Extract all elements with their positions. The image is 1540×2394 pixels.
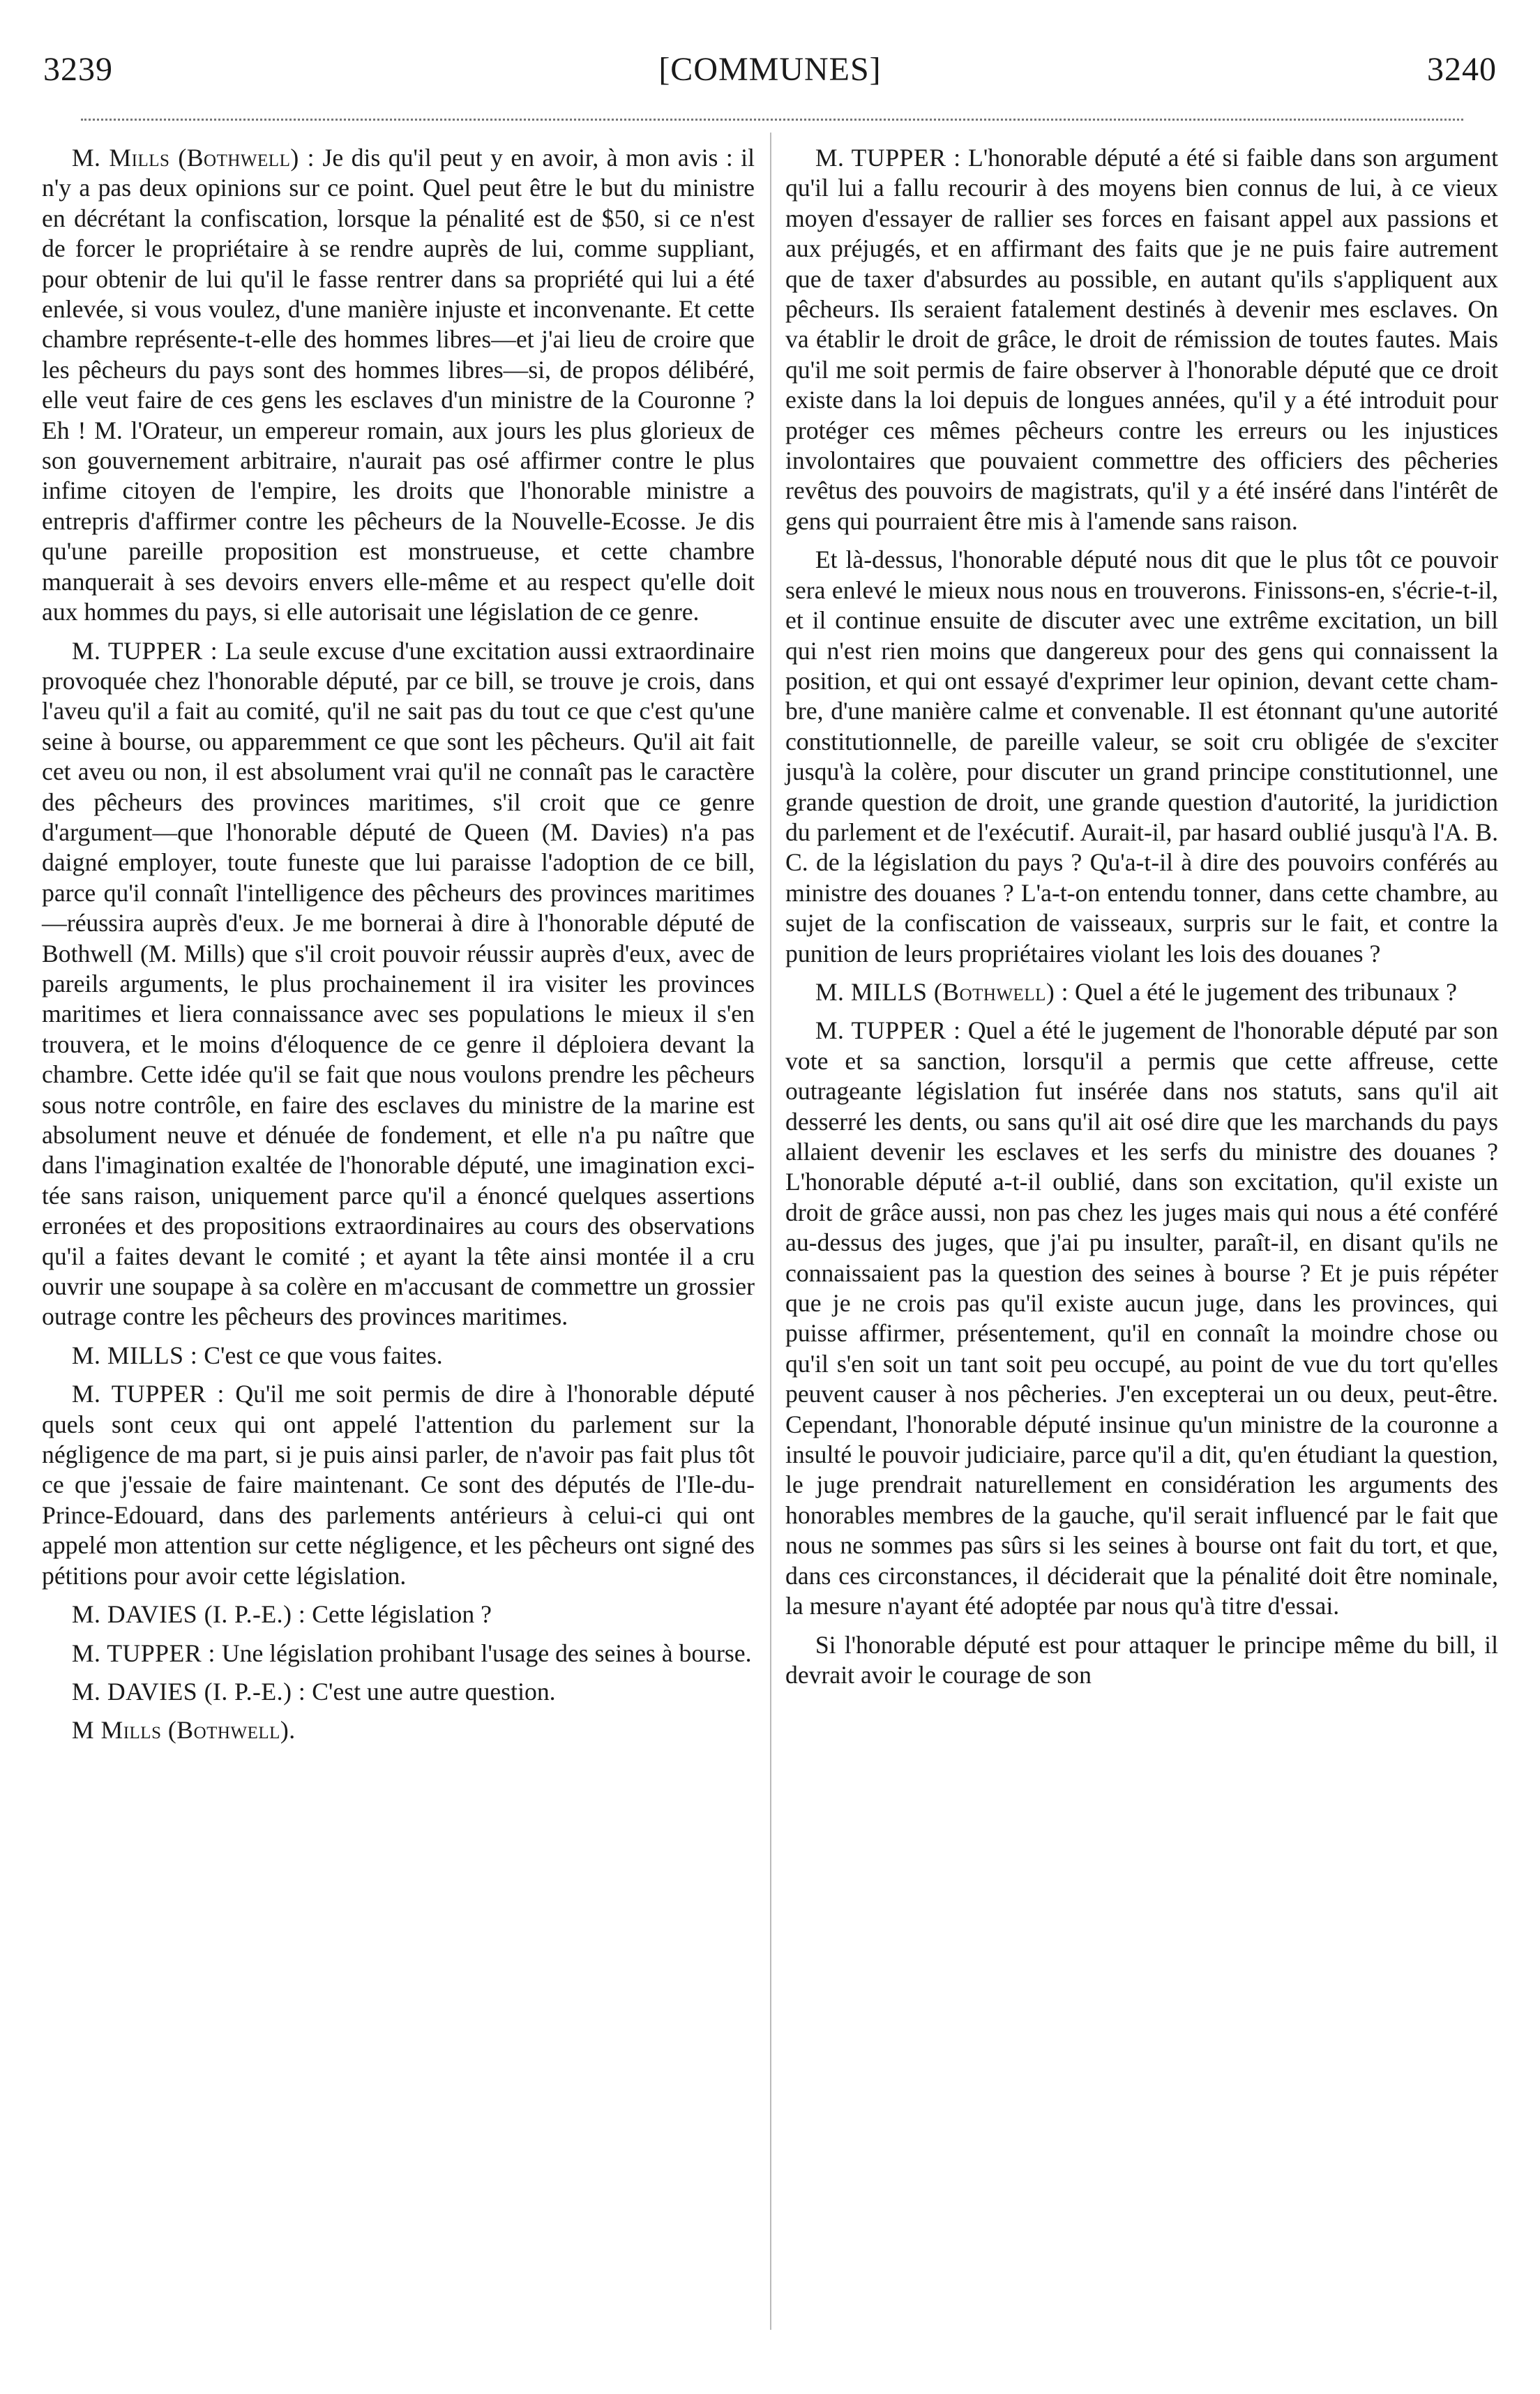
- speaker-name: M. Mills (Bothwell) :: [71, 144, 315, 172]
- speaker-name: M. MILLS :: [71, 1341, 198, 1369]
- paragraph: [785, 545, 1498, 969]
- paragraph-text: Une législation prohibant l'usage des seines à bourse.: [221, 1639, 752, 1667]
- paragraph: [785, 977, 1498, 1007]
- page-number-right: 3240: [1427, 51, 1497, 88]
- page-header: [43, 42, 1497, 98]
- right-column: [785, 143, 1498, 1690]
- paragraph-text: L'honorable député a été si faible dans son argument qu'il lui a fallu recourir à des moyens bien connus de lui, à ce vieux moyen d'essayer de rallier ses forces en faisant appel aux passions et aux préjugés, et en affirmant des faits que je ne puis faire autrement que de taxer d'absurdes au possible, en autant qu'ils s'appliquent aux pêcheurs. Ils seraient fatalement destinés à devenir mes esclaves. On va établir le droit de grâce, le droit de rémission de toutes fautes. Mais qu'il me soit permis de faire observer à l'honorable député que ce droit existe dans la loi depuis de longues années, qu'il y a été introduit pour protéger ces mêmes pêcheurs contre les erreurs ou les injustices involontaires que pouvaient commettre des officiers des pêcheries revêtus des pouvoirs de magistrats, qu'il y a été inséré dans l'intérêt de gens qui pourraient être mis à l'amende sans raison.: [785, 144, 1499, 535]
- paragraph-text: Et là-dessus, l'honorable député nous dit que le plus tôt ce pouvoir sera enlevé le mieux nous nous en trouverons. Finissons-en, s'écrie-t-il, et il continue ensuite de discuter avec une extrême excitation, un bill qui n'est rien moins que dangereux pour des gens qui connaissent la position, et qui ont essayé d'exprimer leur opinion, devant cette chambre, d'une manière calme et convenable. Il est étonnant qu'une autorité constitutionnelle, de pareille valeur, se soit cru obligée de s'exciter jusqu'à la colère, pour discuter un grand principe constitutionnel, une grande question de droit, une grande question d'autorité, la juridiction du parlement et de l'exécutif. Aurait-il, par hasard oublié jusqu'à l'A. B. C. de la législation du pays ? Qu'a-t-il à dire des pouvoirs conférés au ministre des douanes ? L'a-t-on entendu tonner, dans cette chambre, au sujet de la confiscation de vaisseaux, surpris sur le fait, et contre la punition de leurs propriétaires violant les lois des douanes ?: [785, 545, 1498, 968]
- header-rule: [81, 119, 1463, 121]
- paragraph: [42, 1341, 755, 1371]
- paragraph: [785, 1630, 1498, 1691]
- paragraph-text: C'est une autre question.: [312, 1677, 556, 1706]
- paragraph-text: Cette législation ?: [312, 1600, 492, 1629]
- speaker-name: M. MILLS (Bothwell) :: [815, 977, 1069, 1006]
- paragraph: [785, 1016, 1498, 1621]
- speaker-name: M. TUPPER :: [71, 1639, 216, 1667]
- speaker-name: M. DAVIES (I. P.-E.) :: [71, 1677, 306, 1706]
- paragraph: [42, 1379, 755, 1591]
- column-divider: [770, 133, 771, 2330]
- speaker-name: M. DAVIES (I. P.-E.) :: [71, 1600, 306, 1629]
- paragraph: [42, 143, 755, 628]
- speaker-name: M. TUPPER :: [71, 1380, 225, 1408]
- speaker-name: M. TUPPER :: [815, 1016, 961, 1045]
- paragraph-text: Quel a été le jugement des tribunaux ?: [1075, 977, 1458, 1006]
- left-column: [42, 143, 755, 1746]
- paragraph-text: Qu'il me soit permis de dire à l'honorable député quels sont ceux qui ont appelé l'attention du parlement sur la négligence de ma part, si je puis ainsi parler, de n'avoir pas fait plus tôt ce que j'essaie de faire maintenant. Ce sont des députés de l'Ile-du-Prince-Edouard, dans des parlements antérieurs à celui-ci qui ont appelé mon attention sur cette négligence, et les pêcheurs ont signé des pétitions pour avoir cette législation.: [42, 1380, 755, 1590]
- speaker-name: M Mills (Bothwell).: [71, 1716, 296, 1745]
- paragraph-text: C'est ce que vous faites.: [204, 1341, 443, 1369]
- speaker-name: M. TUPPER :: [71, 636, 218, 665]
- paragraph-text: Si l'honorable député est pour attaquer le principe même du bill, il devrait avoir le courage de son: [785, 1630, 1498, 1689]
- paragraph: [42, 1715, 755, 1745]
- speaker-name: M. TUPPER :: [815, 144, 961, 172]
- running-title: [COMMUNES]: [658, 51, 882, 88]
- paragraph: [785, 143, 1498, 536]
- paragraph: [42, 636, 755, 1332]
- paragraph-text: Je dis qu'il peut y en avoir, à mon avis : il n'y a pas deux opinions sur ce point. Quel peut être le but du ministre en décrétant la confiscation, lorsque la pénalité est de $50, si ce n'est de forcer le propriétaire à se rendre auprès de lui, comme suppliant, pour obtenir de lui qu'il le fasse rentrer dans sa propriété qui lui a été enlevée, si vous voulez, d'une manière injuste et inconvenante. Et cette chambre représente-t-elle des hommes libres—et j'ai lieu de croire que les pêcheurs du pays sont des hommes libres—si, de propos délibéré, elle veut faire de ces gens les esclaves d'un ministre de la Couronne ? Eh ! M. l'Orateur, un empereur romain, aux jours les plus glorieux de son gouvernement arbitraire, n'aurait pas osé affirmer contre le plus infime citoyen de l'empire, les droits que l'honorable ministre a entrepris d'affirmer contre les pêcheurs de la Nouvelle-Ecosse. Je dis qu'une pareille proposition est monstrueuse, et cette chambre manquerait à ses devoirs envers elle-même et au respect qu'elle doit aux hommes du pays, si elle autorisait une législation de ce genre.: [42, 144, 755, 626]
- page-number-left: 3239: [43, 51, 113, 88]
- paragraph: [42, 1639, 755, 1669]
- paragraph-text: La seule excuse d'une excitation aussi extraordinaire provoquée chez l'honorable député, par ce bill, se trouve je crois, dans l'aveu qu'il a fait au comité, qu'il ne sait pas du tout ce que c'est qu'une seine à bourse, ou apparemment ce que sont les pêcheurs. Qu'il ait fait cet aveu ou non, il est absolument vrai qu'il ne connaît pas le caractère des pêcheurs des provinces maritimes, s'il croit que ce genre d'argument—que l'honorable député de Queen (M. Davies) n'a pas daigné employer, toute funeste que lui paraisse l'adoption de ce bill, parce qu'il connaît l'intelligence des pêcheurs des provinces maritimes—réussira auprès d'eux. Je me bornerai à dire à l'honorable député de Bothwell (M. Mills) que s'il croit pouvoir réussir auprès d'eux, avec de pareils arguments, le plus prochainement il ira visiter les provinces maritimes et liera connaissance avec ses populations le mieux il s'en trouvera, et le moins d'éloquence de ce genre il déploiera devant la chambre. Cette idée qu'il se fait que nous voulons prendre les pêcheurs sous notre contrôle, en faire des esclaves du ministre de la marine est absolument neuve et dénuée de fondement, et elle n'a pu naître que dans l'imagination exaltée de l'honorable député, une imagination excitée sans raison, uniquement parce qu'il a énoncé quelques assertions erronées et des propositions extraordinaires au cours des observations qu'il a faites devant le comité ; et ayant la tête ainsi montée il a cru ouvrir une soupape à sa colère en m'accusant de commettre un grossier outrage contre les pêcheurs des provinces maritimes.: [42, 636, 755, 1331]
- paragraph: [42, 1677, 755, 1707]
- paragraph-text: Quel a été le jugement de l'honorable député par son vote et sa sanction, lorsqu'il a permis que cette affreuse, cette outrageante législation fut insérée dans nos statuts, sans qu'il ait desserré les dents, ou sans qu'il ait osé dire que les marchands du pays allaient devenir les esclaves et les serfs du ministre des douanes ? L'honorable député a-t-il oublié, dans son excitation, qu'il existe un droit de grâce aussi, non pas chez les juges mais qui nous a été conféré au-dessus des juges, que j'ai pu insulter, paraît-il, en disant qu'ils ne connaissaient pas la question des seines à bourse ? Et je puis répéter que je ne crois pas qu'il existe aucun juge, dans les provinces, qui puisse affirmer, présentement, qu'il en connaît la moindre chose ou qu'il s'en soit un tant soit peu occupé, au point de vue du tort qu'elles peuvent causer à nos pêcheries. J'en excepterai un ou deux, peut-être. Cependant, l'honorable député insinue qu'un ministre de la couronne a insulté le pouvoir judiciaire, parce qu'il a dit, qu'en étudiant la question, le juge prendrait naturellement en considération les arguments des honorables membres de la gauche, qu'il serait influencé par le fait que nous ne sommes pas sûrs si les seines à bourse ont fait du tort, et que, dans ces circonstances, il déciderait que la pénalité doit être nominale, la mesure n'ayant été adoptée par nous qu'à titre d'essai.: [785, 1016, 1499, 1620]
- paragraph: [42, 1599, 755, 1629]
